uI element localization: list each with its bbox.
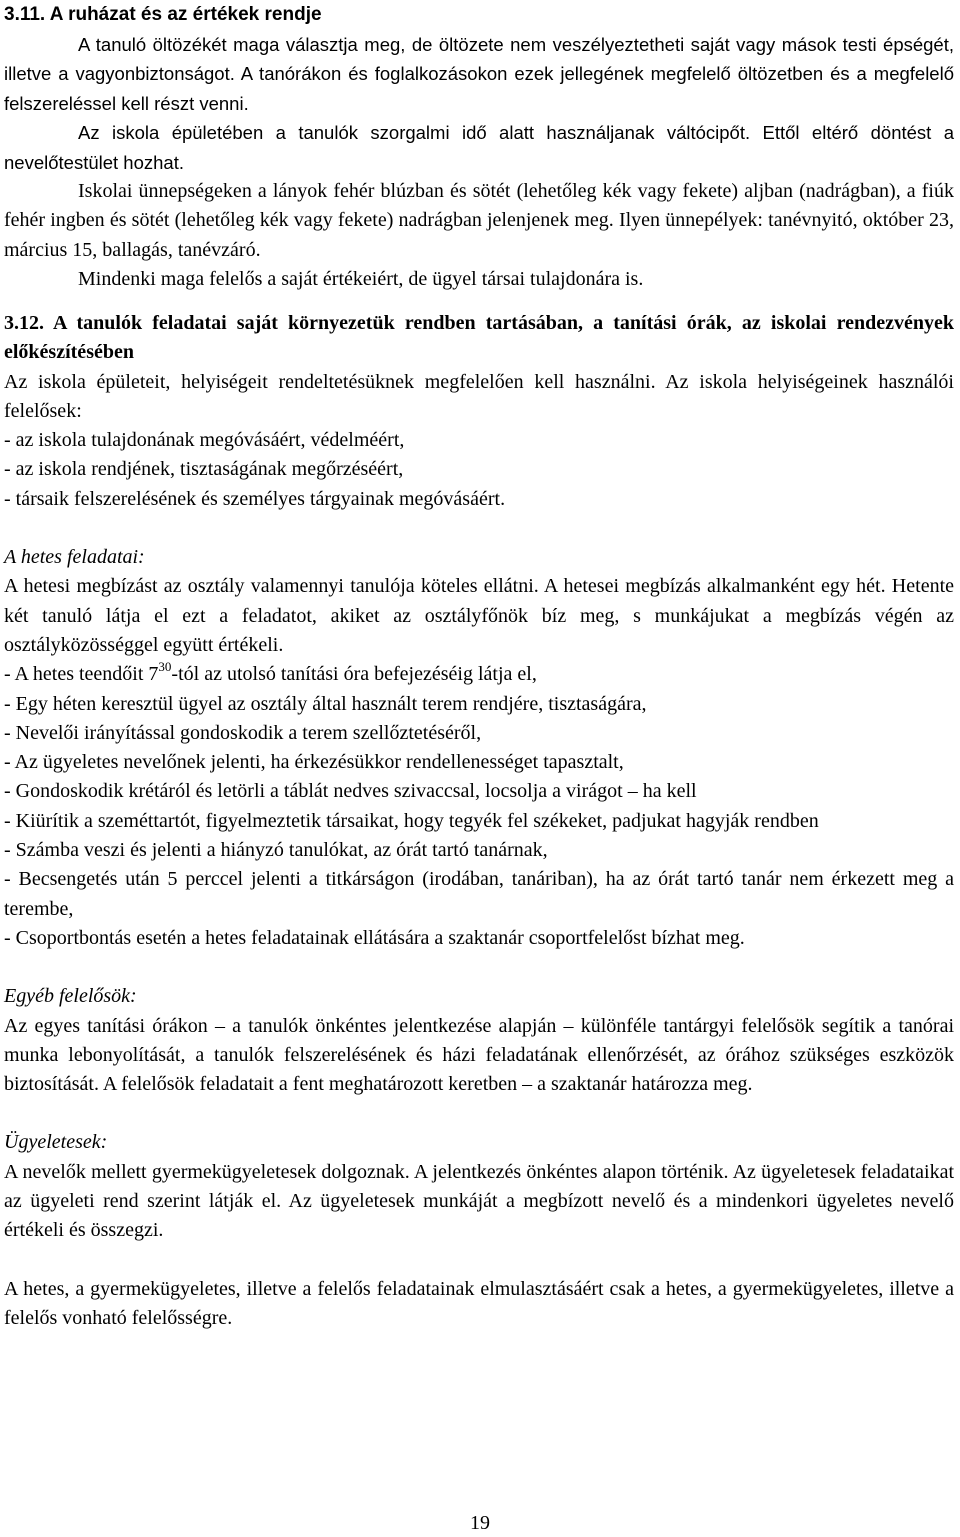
list-item: - Kiürítik a szeméttartót, figyelmeztetik társaikat, hogy tegyék fel székeket, padjukat hagyják rendben	[4, 809, 819, 832]
page-number: 19	[470, 1512, 490, 1534]
list-item: - Az ügyeletes nevelőnek jelenti, ha érkezésükkor rendellenességet tapasztalt,	[4, 751, 624, 774]
list-item: - Gondoskodik krétáról és letörli a táblát nedves szivaccsal, locsolja a virágot – ha kell	[4, 780, 697, 803]
ugyeletesek-heading: Ügyeletesek:	[4, 1131, 108, 1154]
hetes-heading: A hetes feladatai:	[4, 546, 145, 569]
list-item: - az iskola tulajdonának megóvásáért, védelméért,	[4, 429, 405, 452]
document-page	[4, 0, 954, 1537]
ceremony-paragraph: Iskolai ünnepségeken a lányok fehér blúzban és sötét (lehetőleg kék vagy fekete) aljban (nadrágban), a fiúk fehér ingben és sötét (lehetőleg kék vagy fekete) nadrágban jelenjenek meg. Ilyen ünnepélyek: tanévnyitó, október 23, március 15, ballagás, tanévzáró.	[4, 180, 954, 261]
hetes-paragraph: A hetesi megbízást az osztály valamennyi tanulója köteles ellátni. A hetesei megbízás alkalmanként egy hét. Hetente két tanuló látja el ezt a feladatot, akiket az osztályfőnök bíz meg, s munkájukat a megbízás végén az osztályközösséggel együtt értékeli.	[4, 575, 954, 656]
list-item: - Egy héten keresztül ügyel az osztály által használt terem rendjére, tisztaságára,	[4, 692, 647, 715]
list-item: - Nevelői irányítással gondoskodik a terem szellőztetéséről,	[4, 721, 482, 744]
list-item: - társaik felszerelésének és személyes tárgyainak megóvásáért.	[4, 487, 506, 510]
list-item	[4, 660, 954, 689]
ugyeletesek-paragraph: A nevelők mellett gyermekügyeletesek dolgoznak. A jelentkezés önkéntes alapon történik. Az ügyeletesek feladataikat az ügyeleti rend szerint látják el. Az ügyeletesek munkáját a megbízott nevelő és a mindenkori ügyeletes nevelő értékeli és összegzi.	[4, 1160, 954, 1242]
section-title-3-11: 3.11. A ruházat és az értékek rendje	[4, 4, 322, 25]
hetes-item-superscript: 30	[158, 659, 172, 675]
building-use-paragraph: Az iskola épületeit, helyiségeit rendeltetésüknek megfelelően kell használni. Az iskola helyiségeinek használói felelősek:	[4, 370, 954, 422]
section-3-11	[4, 0, 954, 294]
hetes-item-text: -tól az utolsó tanítási óra befejezéséig látja el,	[171, 663, 537, 686]
section-3-12	[4, 309, 954, 1333]
list-item: - Becsengetés után 5 perccel jelenti a titkárságon (irodában, tanáriban), ha az órát tartó tanár nem érkezett meg a terembe,	[4, 868, 954, 920]
list-item: - Számba veszi és jelenti a hiányzó tanulókat, az órát tartó tanárnak,	[4, 839, 548, 862]
list-item: - Csoportbontás esetén a hetes feladatainak ellátására a szaktanár csoportfelelőst bízhat meg.	[4, 926, 745, 949]
felelosok-paragraph: Az egyes tanítási órákon – a tanulók önkéntes jelentkezése alapján – különféle tantárgyi felelősök segítik a tanórai munka lebonyolítását, a tanulók felszerelésének és házi feladatának ellenőrzését, az órához szükséges eszközök biztosítását. A felelősök feladatait a fent meghatározott keretben – a szaktanár határozza meg.	[4, 1014, 954, 1096]
slippers-paragraph: Az iskola épületében a tanulók szorgalmi idő alatt használjanak váltócipőt. Ettől eltérő döntést a nevelőtestület hozhat.	[4, 122, 954, 173]
felelosok-heading: Egyéb felelősök:	[4, 985, 137, 1008]
valuables-paragraph: Mindenki maga felelős a saját értékeiért, de ügyel társai tulajdonára is.	[78, 267, 644, 290]
hetes-item-text: - A hetes teendőit 7	[4, 663, 159, 686]
closing-paragraph: A hetes, a gyermekügyeletes, illetve a felelős feladatainak elmulasztásáért csak a hetes, a gyermekügyeletes, illetve a felelős vonható felelősségre.	[4, 1277, 954, 1329]
list-item: - az iskola rendjének, tisztaságának megőrzéséért,	[4, 458, 404, 481]
section-title-3-12: 3.12. A tanulók feladatai saját környezetük rendben tartásában, a tanítási órák, az iskolai rendezvények előkészítésében	[4, 312, 954, 364]
clothing-paragraph: A tanuló öltözékét maga választja meg, de öltözete nem veszélyeztetheti saját vagy mások testi épségét, illetve a vagyonbiztonságot. A tanórákon és foglalkozásokon ezek jellegének megfelelő öltözetben és a megfelelő felszereléssel kell részt venni.	[4, 33, 954, 114]
